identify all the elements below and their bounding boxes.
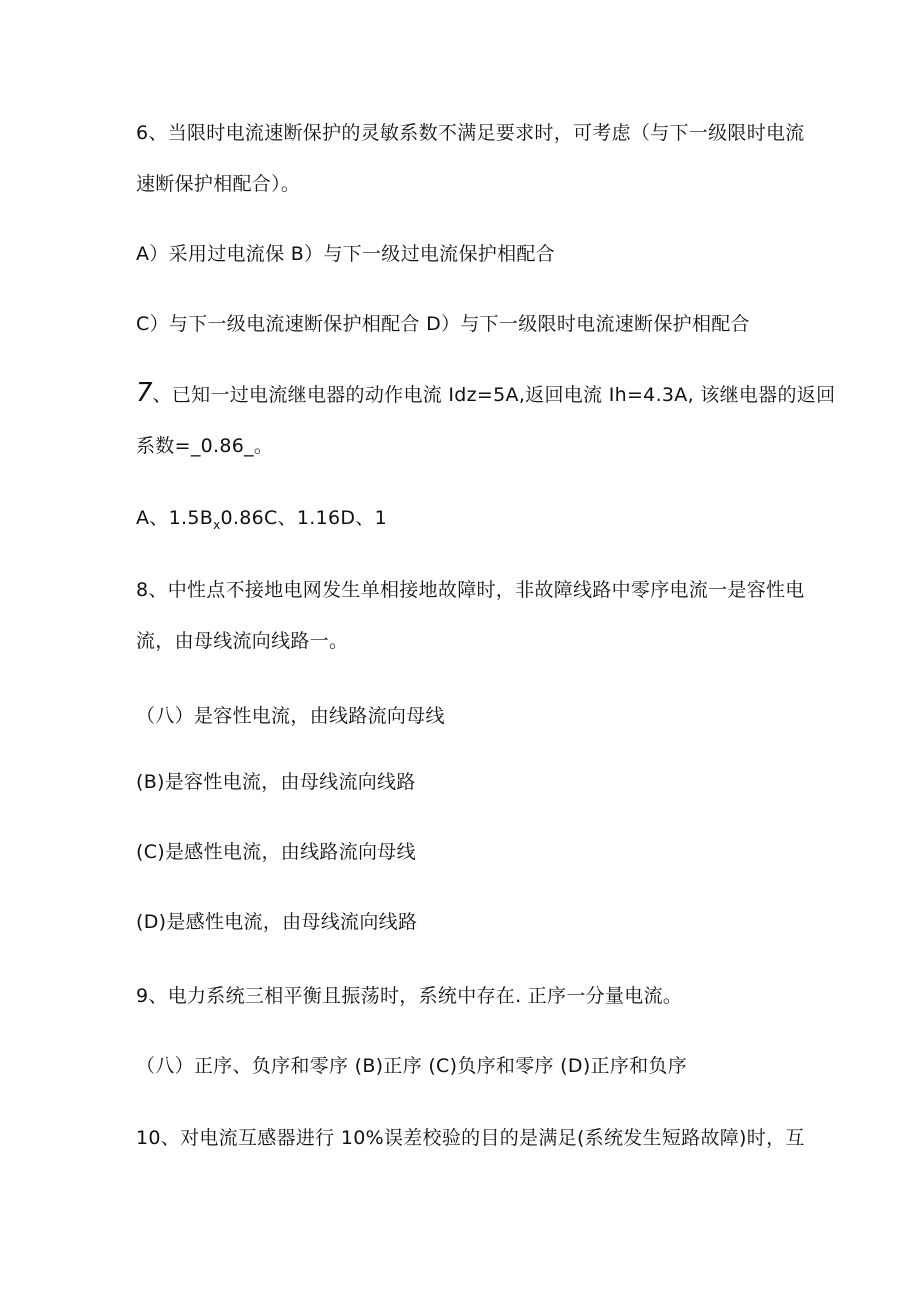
q7-option-rest: 0.86C、1.16D、1 <box>220 507 387 529</box>
q8-option-b: (B)是容性电流，由母线流向线路 <box>136 771 416 793</box>
q7-number: 7 <box>136 378 153 408</box>
q8-option-a: （八）是容性电流，由线路流向母线 <box>136 705 445 727</box>
q9-line-1: 9、电力系统三相平衡且振荡时，系统中存在. 正序一分量电流。 <box>136 985 683 1007</box>
q7-line-2: 系数=_0.86_。 <box>136 435 274 457</box>
q8-line-1: 8、中性点不接地电网发生单相接地故障时，非故障线路中零序电流一是容性电 <box>136 579 805 601</box>
q8-option-c: (C)是感性电流，由线路流向母线 <box>136 841 416 863</box>
q7-line-1 <box>136 379 835 409</box>
q6-options-ab: A）采用过电流保 B）与下一级过电流保护相配合 <box>136 243 555 265</box>
q6-options-cd: C）与下一级电流速断保护相配合 D）与下一级限时电流速断保护相配合 <box>136 313 750 335</box>
q8-line-2: 流，由母线流向线路一。 <box>136 630 349 652</box>
q7-line-1-text: 、已知一过电流继电器的动作电流 Idz=5A,返回电流 Ih=4.3A, 该继电器的返回 <box>152 384 836 406</box>
q6-line-2: 速断保护相配合）。 <box>136 173 301 195</box>
q7-option-subscript: x <box>213 518 221 532</box>
q8-option-d: (D)是感性电流，由母线流向线路 <box>136 911 418 933</box>
q7-options <box>136 504 387 539</box>
q10-line-1: 10、对电流互感器进行 10%误差校验的目的是满足(系统发生短路故障)时，互 <box>136 1127 805 1149</box>
q6-line-1: 6、当限时电流速断保护的灵敏系数不满足要求时，可考虑（与下一级限时电流 <box>136 122 805 144</box>
q7-option-a: A、1.5B <box>136 507 214 529</box>
q9-options: （八）正序、负序和零序 (B)正序 (C)负序和零序 (D)正序和负序 <box>136 1055 688 1077</box>
